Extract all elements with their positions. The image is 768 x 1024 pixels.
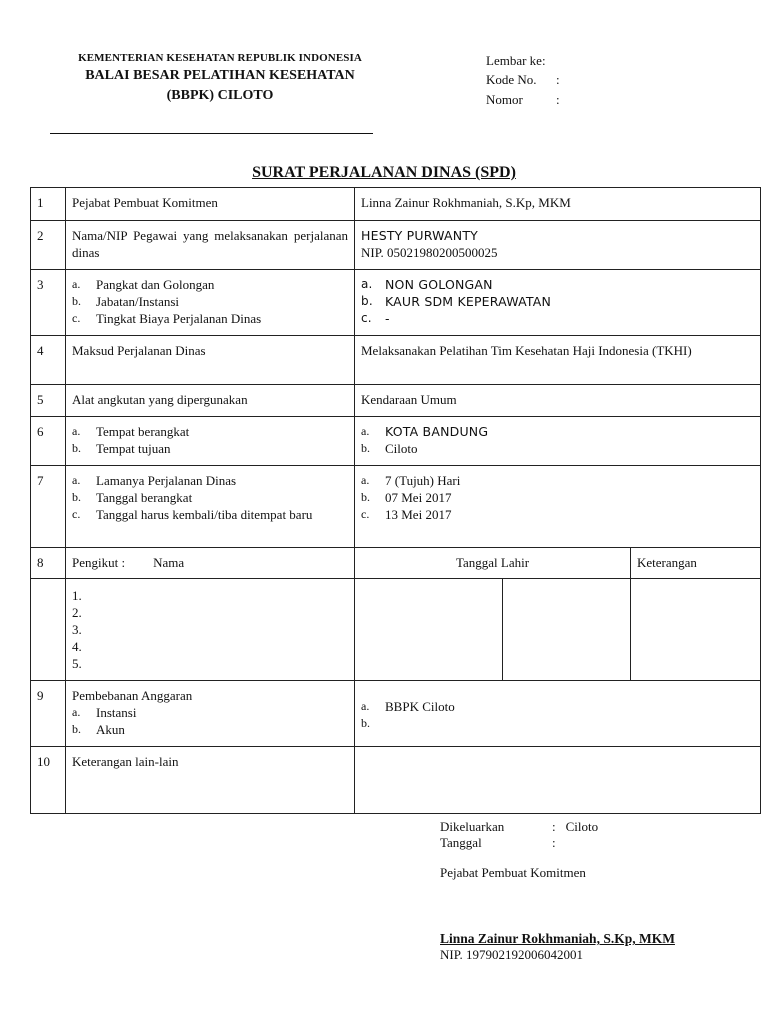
meta-lembar xyxy=(486,53,686,69)
item-text: BBPK Ciloto xyxy=(385,698,455,714)
col-note-header: Keterangan xyxy=(631,548,761,579)
row-label xyxy=(66,417,355,466)
item-marker: b. xyxy=(361,715,370,730)
list-item: 1. xyxy=(72,588,82,603)
item-text: Tingkat Biaya Perjalanan Dinas xyxy=(96,311,262,326)
dob-cell xyxy=(355,579,503,681)
dob-cell-2 xyxy=(503,579,631,681)
list-item xyxy=(361,472,754,489)
item-text: Lamanya Perjalanan Dinas xyxy=(96,473,237,488)
item-marker: a. xyxy=(361,473,370,487)
list-item: 5. xyxy=(72,656,82,671)
table-row xyxy=(31,579,761,681)
list-item xyxy=(72,423,348,440)
note-cell xyxy=(631,579,761,681)
row-number: 4 xyxy=(31,336,66,385)
table-row xyxy=(31,221,761,270)
followers-list xyxy=(66,579,355,681)
row-label: Pejabat Pembuat Komitmen xyxy=(66,188,355,221)
item-marker: a. xyxy=(72,277,81,291)
item-text: Akun xyxy=(96,722,125,737)
list-item xyxy=(72,276,348,293)
issue-date xyxy=(440,835,556,851)
item-text: KOTA BANDUNG xyxy=(385,424,489,439)
institution-name: BALAI BESAR PELATIHAN KESEHATAN xyxy=(85,68,355,83)
item-text: Ciloto xyxy=(385,441,418,456)
row-number: 7 xyxy=(31,466,66,548)
row-label: Alat angkutan yang dipergunakan xyxy=(66,385,355,417)
row-number: 10 xyxy=(31,747,66,814)
table-row xyxy=(31,681,761,747)
row-value xyxy=(355,747,761,814)
row-label xyxy=(66,466,355,548)
item-marker: b. xyxy=(72,722,81,736)
employee-name: HESTY PURWANTY xyxy=(361,228,478,243)
table-row xyxy=(31,466,761,548)
list-item xyxy=(361,423,754,440)
list-item xyxy=(361,310,754,327)
meta-nomor-label: Nomor xyxy=(486,92,523,107)
item-marker: b. xyxy=(72,294,81,308)
ministry-name: KEMENTERIAN KESEHATAN REPUBLIK INDONESIA xyxy=(78,52,362,64)
table-row xyxy=(31,548,761,579)
item-text: 07 Mei 2017 xyxy=(385,490,452,505)
meta-lembar-label: Lembar ke: xyxy=(486,53,546,68)
item-marker: c. xyxy=(72,507,81,521)
issued-at xyxy=(440,819,598,835)
row-label xyxy=(66,681,355,747)
list-item xyxy=(361,489,754,506)
item-text: Pangkat dan Golongan xyxy=(96,277,215,292)
row-label xyxy=(66,270,355,336)
row-number: 6 xyxy=(31,417,66,466)
col-name-header: Nama xyxy=(153,555,185,570)
budget-label: Pembebanan Anggaran xyxy=(72,688,193,703)
meta-kode-label: Kode No. xyxy=(486,72,537,87)
list-item: 2. xyxy=(72,605,82,620)
row-number: 5 xyxy=(31,385,66,417)
col-dob-header: Tanggal Lahir xyxy=(355,548,631,579)
row-value: Kendaraan Umum xyxy=(355,385,761,417)
list-item xyxy=(361,293,754,310)
list-item xyxy=(361,698,754,715)
followers-label: Pengikut : xyxy=(72,555,126,570)
item-marker: a. xyxy=(72,473,81,487)
row-value xyxy=(355,466,761,548)
list-item xyxy=(361,276,754,293)
list-item xyxy=(72,472,348,489)
item-marker: c. xyxy=(361,311,372,325)
item-marker: a. xyxy=(72,424,81,438)
table-row xyxy=(31,385,761,417)
item-marker: a. xyxy=(361,698,370,713)
item-text: KAUR SDM KEPERAWATAN xyxy=(385,294,552,309)
row-number: 3 xyxy=(31,270,66,336)
list-item xyxy=(361,715,754,732)
row-value xyxy=(355,270,761,336)
institution-short-name: (BBPK) CILOTO xyxy=(166,88,274,103)
item-text: 7 (Tujuh) Hari xyxy=(385,473,461,488)
row-number: 2 xyxy=(31,221,66,270)
item-marker: b. xyxy=(72,441,81,455)
table-row xyxy=(31,270,761,336)
issued-label: Dikeluarkan xyxy=(440,819,505,834)
item-text: - xyxy=(385,311,390,326)
list-item xyxy=(361,506,754,523)
item-marker: b. xyxy=(72,490,81,504)
list-item xyxy=(72,489,348,506)
table-row xyxy=(31,336,761,385)
header-divider xyxy=(50,133,373,134)
item-text: Tempat berangkat xyxy=(96,424,190,439)
meta-nomor-sep: : xyxy=(556,92,560,107)
row-value xyxy=(355,681,761,747)
item-text: Tanggal berangkat xyxy=(96,490,193,505)
official-nip: NIP. 197902192006042001 xyxy=(440,947,584,962)
item-text: NON GOLONGAN xyxy=(385,277,493,292)
row-label xyxy=(66,548,355,579)
row-value: Linna Zainur Rokhmaniah, S.Kp, MKM xyxy=(355,188,761,221)
official-title: Pejabat Pembuat Komitmen xyxy=(440,865,586,880)
meta-nomor xyxy=(486,92,686,108)
list-item xyxy=(361,440,754,457)
item-marker: c. xyxy=(361,507,370,521)
row-number: 8 xyxy=(31,548,66,579)
row-number-empty xyxy=(31,579,66,681)
list-item xyxy=(72,293,348,310)
item-text: Tempat tujuan xyxy=(96,441,171,456)
item-text: Jabatan/Instansi xyxy=(96,294,180,309)
item-marker: b. xyxy=(361,441,370,455)
list-item xyxy=(72,310,348,327)
list-item xyxy=(72,721,348,738)
item-text: Instansi xyxy=(96,705,137,720)
row-value xyxy=(355,221,761,270)
item-marker: a. xyxy=(361,277,373,291)
table-row xyxy=(31,747,761,814)
issued-value: Ciloto xyxy=(565,819,599,834)
item-text xyxy=(385,715,754,732)
list-item: 3. xyxy=(72,622,82,637)
row-label: Keterangan lain-lain xyxy=(66,747,355,814)
date-label: Tanggal xyxy=(440,835,482,850)
row-number: 9 xyxy=(31,681,66,747)
list-item xyxy=(72,704,348,721)
item-text: Tanggal harus kembali/tiba ditempat baru xyxy=(96,507,313,522)
item-text: 13 Mei 2017 xyxy=(385,507,452,522)
table-row xyxy=(31,188,761,221)
item-marker: a. xyxy=(72,705,81,719)
table-row xyxy=(31,417,761,466)
date-sep: : xyxy=(552,835,556,850)
list-item xyxy=(72,440,348,457)
meta-kode xyxy=(486,72,686,88)
row-label: Maksud Perjalanan Dinas xyxy=(66,336,355,385)
meta-kode-sep: : xyxy=(556,72,560,87)
employee-nip: NIP. 05021980200500025 xyxy=(361,245,498,260)
official-name: Linna Zainur Rokhmaniah, S.Kp, MKM xyxy=(440,931,675,946)
list-item: 4. xyxy=(72,639,82,654)
document-title: SURAT PERJALANAN DINAS (SPD) xyxy=(252,164,516,181)
list-item xyxy=(72,506,348,523)
row-value: Melaksanakan Pelatihan Tim Kesehatan Haji Indonesia (TKHI) xyxy=(355,336,761,385)
item-marker: b. xyxy=(361,294,373,308)
issued-sep: : xyxy=(552,819,556,834)
row-number: 1 xyxy=(31,188,66,221)
item-marker: a. xyxy=(361,424,370,438)
row-value xyxy=(355,417,761,466)
spd-table xyxy=(30,187,761,814)
row-label: Nama/NIP Pegawai yang melaksanakan perjalanan dinas xyxy=(66,221,355,270)
item-marker: b. xyxy=(361,490,370,504)
item-marker: c. xyxy=(72,311,81,325)
